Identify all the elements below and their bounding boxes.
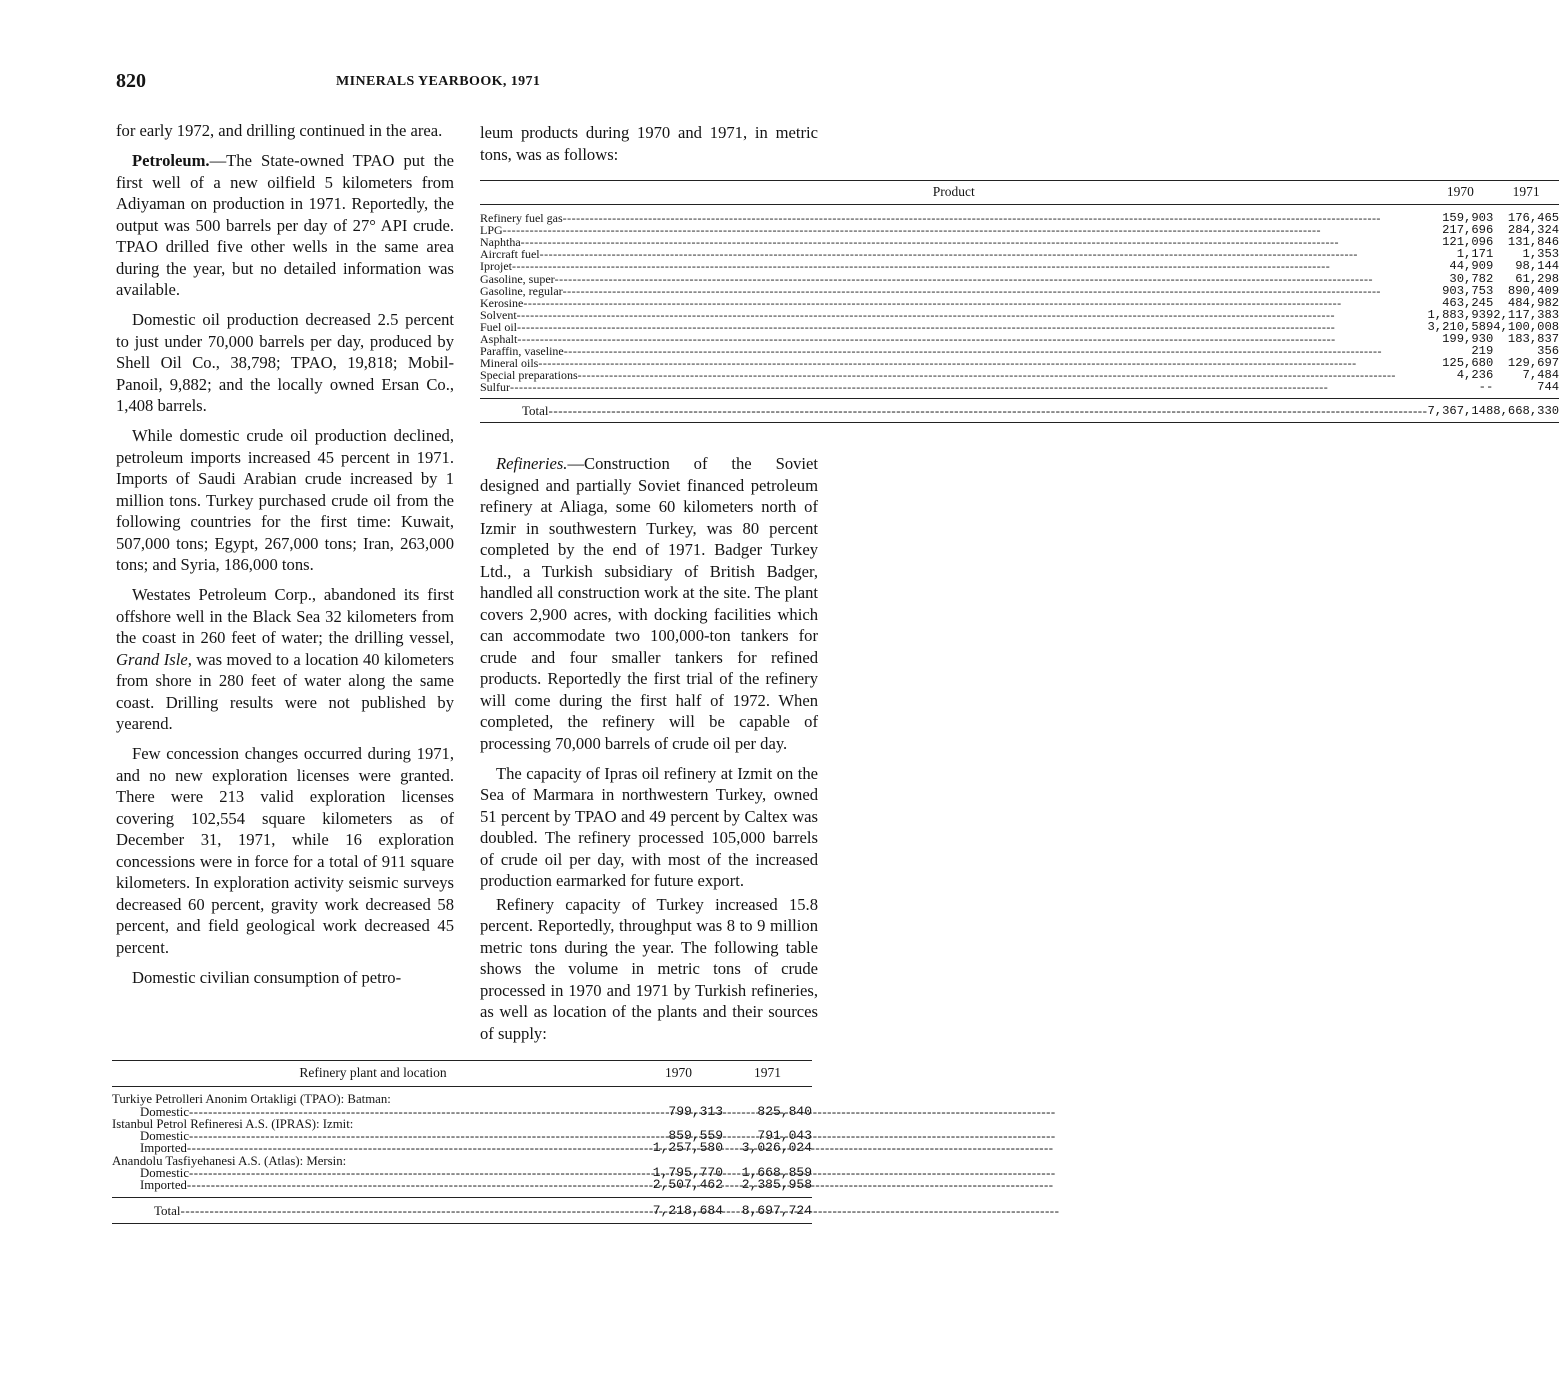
paragraph-refineries [480,453,818,754]
total-label-cell [480,398,1427,422]
value-1971: 2,117,383 [1493,307,1559,322]
value-1970: 1,883,939 [1427,307,1494,322]
value-1970: 1,795,770 [652,1165,723,1181]
table-row [480,205,1559,225]
value-1971: 484,982 [1507,295,1559,310]
refinery-table [112,1060,812,1224]
product-name: Aircraft fuel [480,247,540,262]
value-1971: 791,043 [757,1128,812,1144]
paragraph: While domestic crude oil production declined, petroleum imports increased 45 percent in 1971. Imports of Saudi Arabian crude increased by 1 million tons. Turkey purchased crude oil from the following countries for the first time: Kuwait, 507,000 tons; Egypt, 267,000 tons; Iran, 263,000 tons; and Syria, 186,000 tons. [116,426,454,574]
column-header-1971: 1971 [723,1061,812,1087]
value-1970: 859,559 [668,1128,723,1144]
value-1970: 463,245 [1442,295,1494,310]
running-head: MINERALS YEARBOOK, 1971 [336,74,541,89]
value-1971: 1,353 [1522,247,1559,262]
value-1970: 799,313 [668,1103,723,1119]
vessel-name: Grand Isle, [116,649,192,669]
product-name: Iprojet [480,259,512,274]
paragraph-westates [116,584,454,735]
value-1971: 2,385,958 [741,1177,812,1193]
value-1971: 176,465 [1507,211,1559,226]
value-1971: 131,846 [1507,235,1559,250]
right-column-body [480,453,818,1053]
value-1970: 121,096 [1442,235,1494,250]
table-total-row [480,398,1559,422]
total-1970: 7,367,148 [1427,398,1493,422]
value-1971: 183,837 [1507,332,1559,347]
value-1970: 3,210,589 [1427,319,1494,334]
leader-dots [187,1178,1054,1192]
refinery-table-body [112,1087,812,1197]
product-name: Fuel oil [480,319,518,334]
value-1970: 903,753 [1442,283,1494,298]
leader-dots [510,380,1328,394]
product-name: Gasoline, regular [480,283,563,298]
value-1971: 284,324 [1507,223,1559,238]
left-column [116,120,454,997]
value-1971: 744 [1537,380,1559,395]
group-name: Istanbul Petrol Refineresi A.S. (IPRAS): Izmit: [112,1116,354,1131]
value-1971: 4,100,008 [1493,319,1559,334]
value-1970: 159,903 [1442,211,1494,226]
value-1970: 125,680 [1442,356,1494,371]
value-1970: 217,696 [1442,223,1494,238]
column-header-1970: 1970 [634,1061,723,1087]
column-header-1970: 1970 [1427,181,1493,205]
value-1971: 356 [1537,344,1559,359]
paragraph: Refinery capacity of Turkey increased 15.8 percent. Reportedly, throughput was 8 to 9 million metric tons during the year. The following table shows the volume in metric tons of crude processed in 1970 and 1971 by Turkish refineries, as well as location of the plants and their sources of supply: [480,894,818,1043]
paragraph: Few concession changes occurred during 1971, and no new exploration licenses were granted. There were 213 valid exploration licenses covering 102,554 square kilometers as of December 31, 1971, while 16 exploration concessions were in force for a total of 911 square kilometers. In exploration activity seismic surveys decreased 60 percent, gravity work decreased 58 percent, and field geological work decreased 45 percent. [116,744,454,957]
value-1971: 825,840 [757,1103,812,1119]
product-name: LPG [480,223,503,238]
leader-dots [181,1203,1060,1218]
paragraph-text: —The State-owned TPAO put the first well of a new oilfield 5 kilometers from Adiyaman on production in 1971. Reportedly, the output was 500 barrels per day of 27° API crude. TPAO drilled five other wells in the same area during the year, but no detailed information was available. [116,151,454,299]
total-label-cell [112,1197,634,1223]
value-1970: 199,930 [1442,332,1494,347]
group-name: Anandolu Tasfiyehanesi A.S. (Atlas): Mersin: [112,1153,347,1168]
product-name: Kerosine [480,295,524,310]
paragraph: Domestic oil production decreased 2.5 percent to just under 70,000 barrels per day, produced by Shell Oil Co., 38,798; TPAO, 19,818; Mobil-Panoil, 9,882; and the locally owned Ersan Co., 1,408 barrels. [116,310,454,415]
source-label: Imported [140,1141,187,1156]
paragraph-text: Westates Petroleum Corp., abandoned its first offshore well in the Black Sea 32 kilometers from the coast in 260 feet of water; the drilling vessel, [116,585,454,647]
column-header-1971: 1971 [1493,181,1559,205]
products-table-body [480,205,1559,398]
table-row [480,381,1559,398]
column-header-product: Product [480,181,1427,205]
source-label: Imported [140,1178,187,1193]
value-1970: 30,782 [1449,271,1494,286]
value-1971: 1,668,859 [741,1165,812,1181]
product-name: Refinery fuel gas [480,211,563,226]
paragraph-petroleum [116,150,454,301]
value-1971: 890,409 [1507,283,1559,298]
product-name: Gasoline, super [480,271,555,286]
value-1971: 129,697 [1507,356,1559,371]
table-total-row [112,1197,812,1223]
total-1971: 8,697,724 [723,1197,812,1223]
column-header-refinery: Refinery plant and location [112,1061,634,1087]
paragraph: The capacity of Ipras oil refinery at Izmit on the Sea of Marmara in northwestern Turkey, owned 51 percent by TPAO and 49 percent by Caltex was doubled. The refinery processed 105,000 barrels of crude oil per day, with most of the increased production earmarked for future export. [480,763,818,890]
product-name: Naphtha [480,235,521,250]
value-1970: 1,257,580 [652,1140,723,1156]
source-cell [112,1142,634,1154]
leader-dots [549,403,1428,418]
group-row [112,1087,812,1106]
product-name: Solvent [480,307,517,322]
value-1971: 98,144 [1515,259,1559,274]
value-1971: 7,484 [1522,368,1559,383]
value-1970: -- [1478,380,1494,395]
total-label: Total [522,402,549,418]
value-1970: 2,507,462 [652,1177,723,1193]
value-1970: 4,236 [1456,368,1494,383]
paragraph-text: —Construction of the Soviet designed and partially Soviet financed petroleum refinery at Aliaga, some 60 kilometers north of Izmir in southwestern Turkey, was 80 percent completed by the end of 1971. Badger Turkey Ltd., a Turkish subsidiary of British Badger, handled all construction work at the site. The plant covers 2,900 acres, with docking facilities which can accommodate two 100,000-ton tankers for crude and four smaller tankers for refined products. Reportedly the first trial of the refinery will come during the first half of 1972. When completed, the refinery will be capable of processing 70,000 barrels of crude oil per day. [480,454,818,753]
total-label: Total [154,1202,181,1218]
product-cell [480,381,1427,398]
value-1970: 1,171 [1456,247,1494,262]
right-column-intro [480,122,818,174]
table-row [112,1179,812,1197]
source-cell [112,1179,634,1197]
product-name: Asphalt [480,332,518,347]
table-header-row [112,1061,812,1087]
paragraph: leum products during 1970 and 1971, in metric tons, was as follows: [480,123,818,164]
product-name: Paraffin, vaseline [480,344,564,359]
value-1971: 3,026,024 [741,1140,812,1156]
section-heading: Petroleum. [132,151,210,170]
product-name: Sulfur [480,380,510,395]
table-header-row [480,181,1559,205]
product-cell [480,205,1427,225]
value-1971: 61,298 [1515,271,1559,286]
value-1970: 44,909 [1449,259,1494,274]
product-name: Mineral oils [480,356,539,371]
page-number: 820 [116,70,146,92]
source-label: Domestic [140,1166,190,1181]
total-1971: 8,668,330 [1493,398,1559,422]
source-label: Domestic [140,1129,190,1144]
group-name: Turkiye Petrolleri Anonim Ortakligi (TPAO): Batman: [112,1092,391,1107]
products-table [480,180,1559,423]
paragraph: for early 1972, and drilling continued in the area. [116,121,443,140]
section-heading: Refineries. [496,454,568,473]
paragraph: Domestic civilian consumption of petro- [132,967,402,987]
source-label: Domestic [140,1104,190,1119]
total-1970: 7,218,684 [634,1197,723,1223]
table-row [112,1142,812,1154]
value-1970: 219 [1471,344,1494,359]
product-name: Special preparations [480,368,578,383]
paragraph-text: was moved to a location 40 kilometers from shore in 280 feet of water along the same coast. Drilling results were not published by yearend. [116,649,454,733]
